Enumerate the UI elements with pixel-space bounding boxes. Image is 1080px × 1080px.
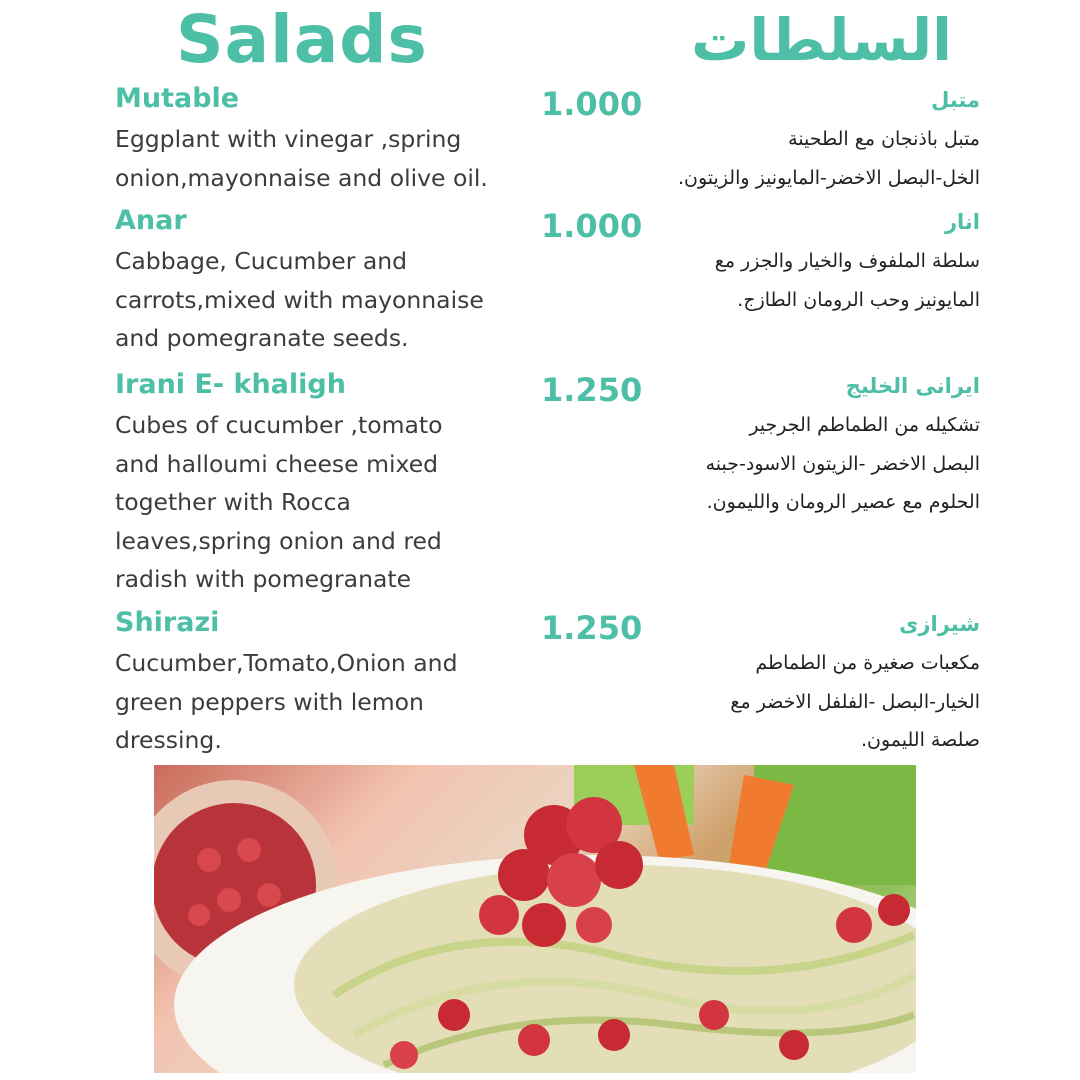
description-line: and pomegranate seeds. <box>115 324 409 352</box>
description-line: and halloumi cheese mixed <box>115 449 439 478</box>
description-line: Eggplant with vinegar ,spring <box>115 125 462 153</box>
description-line: الحلوم مع عصير الرومان والليمون. <box>706 491 980 513</box>
item-description-arabic <box>560 242 980 319</box>
item-name-arabic: ايرانى الخليج <box>845 374 980 398</box>
item-description-english <box>115 120 535 197</box>
item-name-arabic: انار <box>944 210 980 234</box>
item-price: 1.250 <box>541 371 643 409</box>
item-name-arabic: شيرازى <box>899 612 980 636</box>
item-name-english: Shirazi <box>115 607 220 638</box>
item-description-arabic <box>560 120 980 197</box>
description-line: متبل باذنجان مع الطحينة <box>788 128 980 150</box>
description-line: onion,mayonnaise and olive oil. <box>115 163 488 192</box>
description-line: تشكيله من الطماطم الجرجير <box>749 414 980 436</box>
item-description-english <box>115 242 535 358</box>
description-line: الخيار-البصل -الفلفل الاخضر مع <box>730 690 980 713</box>
item-description-arabic <box>560 406 980 522</box>
description-line: الخل-البصل الاخضر-المايونيز والزيتون. <box>677 166 980 189</box>
item-price: 1.000 <box>541 207 643 245</box>
description-line: Cucumber,Tomato,Onion and <box>115 649 458 677</box>
item-name-arabic: متبل <box>931 88 980 112</box>
description-line: green peppers with lemon <box>115 687 424 716</box>
description-line: سلطة الملفوف والخيار والجزر مع <box>714 250 980 272</box>
page-title-arabic: السلطات <box>691 6 952 74</box>
description-line: المايونيز وحب الرومان الطازج. <box>737 288 980 311</box>
page-title-english: Salads <box>176 1 428 78</box>
description-line: dressing. <box>115 726 222 754</box>
item-description-english <box>115 406 535 599</box>
description-line: carrots,mixed with mayonnaise <box>115 285 484 314</box>
salad-photo <box>154 765 916 1073</box>
salad-illustration <box>154 765 916 1073</box>
description-line: together with Rocca <box>115 488 351 516</box>
item-name-english: Anar <box>115 205 187 236</box>
description-line: Cubes of cucumber ,tomato <box>115 411 443 439</box>
item-description-arabic <box>560 644 980 760</box>
item-description-english <box>115 644 535 760</box>
item-price: 1.250 <box>541 609 643 647</box>
item-price: 1.000 <box>541 85 643 123</box>
description-line: Cabbage, Cucumber and <box>115 247 408 275</box>
description-line: صلصة الليمون. <box>860 729 980 751</box>
description-line: radish with pomegranate <box>115 565 412 593</box>
item-name-english: Irani E- khaligh <box>115 369 346 400</box>
description-line: leaves,spring onion and red <box>115 526 442 555</box>
item-name-english: Mutable <box>115 83 240 114</box>
description-line: مكعبات صغيرة من الطماطم <box>755 652 980 674</box>
description-line: البصل الاخضر -الزيتون الاسود-جبنه <box>705 452 980 475</box>
